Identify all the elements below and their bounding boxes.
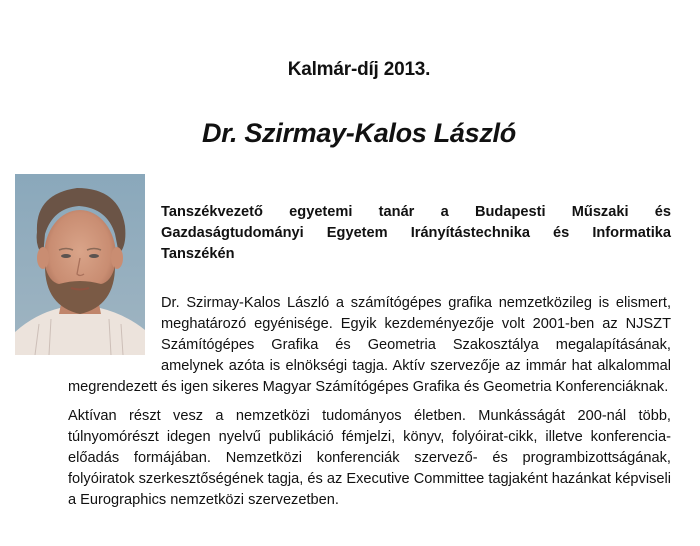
award-title: Kalmár-díj 2013. <box>287 59 431 80</box>
person-name: Dr. Szirmay-Kalos László <box>202 118 516 148</box>
document-body <box>68 174 671 512</box>
position-description: Tanszékvezető egyetemi tanár a Budapesti Műszaki és Gazdaságtudományi Egyetem Irányítástechnika és Informatika Tanszékén <box>161 204 671 263</box>
body-paragraph: Aktívan részt vesz a nemzetközi tudományos életben. Munkásságát 200-nál több, túlnyomórészt idegen nyelvű publikáció fémjelzi, könyv, folyóirat-cikk, illetve konferencia-előadás formájában. Nemzetközi konferenciák szervező- és programbizottságának, folyóiratok szerkesztőségének tagja, és az Executive Committee tagjaként hazánkat képviseli a Eurographics nemzetközi szervezetben. <box>68 407 671 509</box>
portrait-photo <box>15 174 145 355</box>
portrait-image <box>15 174 145 355</box>
body-paragraph: Dr. Szirmay-Kalos László a számítógépes grafika nemzetközileg is elismert, meghatározó egyénisége. Egyik kezdeményezője volt 2001-ben az NJSZT Számítógépes Grafika és Geometria Szakosztálya megalapításának, amelynek azóta is elnökségi tagja. Aktív szervezője az immár hat alkalommal megrendezett és igen sikeres Magyar Számítógépes Grafika és Geometria Konferenciáknak. <box>68 294 671 396</box>
